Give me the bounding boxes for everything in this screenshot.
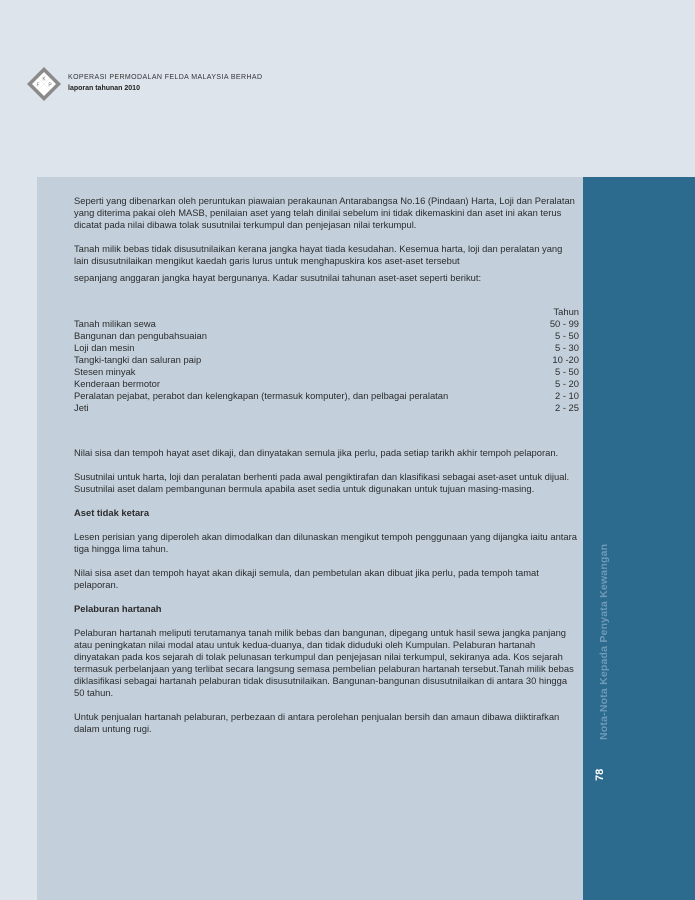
- table-row: [74, 390, 579, 402]
- intangible-heading: Aset tidak ketara: [74, 507, 150, 518]
- depreciation-rates-table: [74, 306, 579, 414]
- svg-text:F: F: [36, 82, 40, 89]
- intangible-paragraph: Lesen perisian yang diperoleh akan dimodalkan dan dilunaskan mengikut tempoh penggunaan yang dijangka iaitu antara tiga hingga lima tahun.: [74, 531, 577, 554]
- intangible-review-paragraph: Nilai sisa aset dan tempoh hayat akan dikaji semula, dan pembetulan akan dibuat jika perlu, pada tempoh tamat pelaporan.: [74, 567, 539, 590]
- notes-body: [74, 195, 579, 747]
- residual-paragraph: Nilai sisa dan tempoh hayat aset dikaji, dan dinyatakan semula jika perlu, pada setiap tarikh akhir tempoh pelaporan.: [74, 447, 559, 458]
- asset-name: Bangunan dan pengubahsuaian: [74, 330, 207, 341]
- asset-name: Tangki-tangki dan saluran paip: [74, 354, 202, 365]
- asset-name: Kenderaan bermotor: [74, 378, 160, 389]
- table-row: [74, 330, 579, 342]
- page-number: 78: [594, 768, 606, 781]
- table-row: [74, 378, 579, 390]
- table-row: [74, 402, 579, 414]
- derecognition-paragraph: Susutnilai untuk harta, loji dan peralatan berhenti pada awal pengiktirafan dan klasifikasi sebagai aset-aset untuk dijual. Susutnilai aset dalam pembangunan bermula apabila aset sedia untuk digunakan untuk tujuan masing-masing.: [74, 471, 570, 494]
- report-name: laporan tahunan 2010: [68, 85, 140, 92]
- investment-sale-paragraph: Untuk penjualan hartanah pelaburan, perbezaan di antara perolehan penjualan bersih dan amaun dibawa diiktirafkan dalam untung rugi.: [74, 711, 560, 734]
- asset-name: Peralatan pejabat, perabot dan kelengkapan (termasuk komputer), dan pelbagai peralatan: [74, 390, 449, 401]
- investment-heading: Pelaburan hartanah: [74, 603, 162, 614]
- asset-years: 10 -20: [552, 354, 579, 365]
- asset-name: Tanah milikan sewa: [74, 318, 156, 329]
- section-title-vertical: Nota-Nota Kepada Penyata Kewangan: [598, 543, 610, 740]
- table-row: [74, 342, 579, 354]
- asset-years: 2 - 10: [555, 390, 579, 401]
- table-row: [74, 318, 579, 330]
- notes-continued: [74, 447, 579, 735]
- svg-text:P: P: [48, 82, 52, 89]
- asset-years: 5 - 50: [555, 366, 579, 377]
- asset-name: Jeti: [74, 402, 89, 413]
- asset-years: 5 - 20: [555, 378, 579, 389]
- svg-text:K: K: [42, 76, 46, 83]
- asset-years: 50 - 99: [549, 318, 579, 329]
- investment-paragraph: Pelaburan hartanah meliputi terutamanya tanah milik bebas dan bangunan, dipegang untuk hasil sewa jangka panjang atau peningkatan nilai modal atau untuk kedua-duanya, dan tidak diduduki oleh Kumpulan. Pelaburan hartanah dinyatakan pada kos sejarah di tolak pelunasan terkumpul dan penjejasan nilai terkumpul, sekiranya ada. Kos sejarah termasuk perbelanjaan yang terlibat secara langsung semasa pembelian pelaburan hartanah tersebut.Tanah milik bebas diklasifikasi sebagai hartanah pelaburan tidak disusutnilaikan. Bangunan-bangunan disusutnilaikan di antara 30 hingga 50 tahun.: [74, 627, 574, 698]
- asset-years: 5 - 50: [555, 330, 579, 341]
- land-paragraph: Tanah milik bebas tidak disusutnilaikan kerana jangka hayat tiada kesudahan. Kesemua harta, loji dan peralatan yang lain disusutnilaikan mengikut kaedah garis lurus untuk menghapuskira kos aset-aset tersebut: [74, 243, 563, 266]
- table-row: [74, 354, 579, 366]
- org-name: KOPERASI PERMODALAN FELDA MALAYSIA BERHAD: [68, 74, 263, 81]
- kpf-diamond-logo-icon: [26, 66, 62, 102]
- table-row: [74, 366, 579, 378]
- report-header: [26, 66, 426, 106]
- asset-name: Stesen minyak: [74, 366, 136, 377]
- asset-name: Loji dan mesin: [74, 342, 135, 353]
- asset-years: 5 - 30: [555, 342, 579, 353]
- intro-paragraph: Seperti yang dibenarkan oleh peruntukan piawaian perakaunan Antarabangsa No.16 (Pindaan) Harta, Loji dan Peralatan yang diterima pakai oleh MASB, penilaian aset yang telah dinilai sebelum ini tidak dikemaskini dan aset ini akan terus dicatat pada nilai dibawa tolak susutnilai terkumpul dan penjejasan nilai terkumpul.: [74, 195, 575, 230]
- land-paragraph-cont: sepanjang anggaran jangka hayat bergunanya. Kadar susutnilai tahunan aset-aset seperti berikut:: [74, 272, 482, 283]
- asset-years: 2 - 25: [555, 402, 579, 413]
- rates-column-header: Tahun: [553, 306, 579, 317]
